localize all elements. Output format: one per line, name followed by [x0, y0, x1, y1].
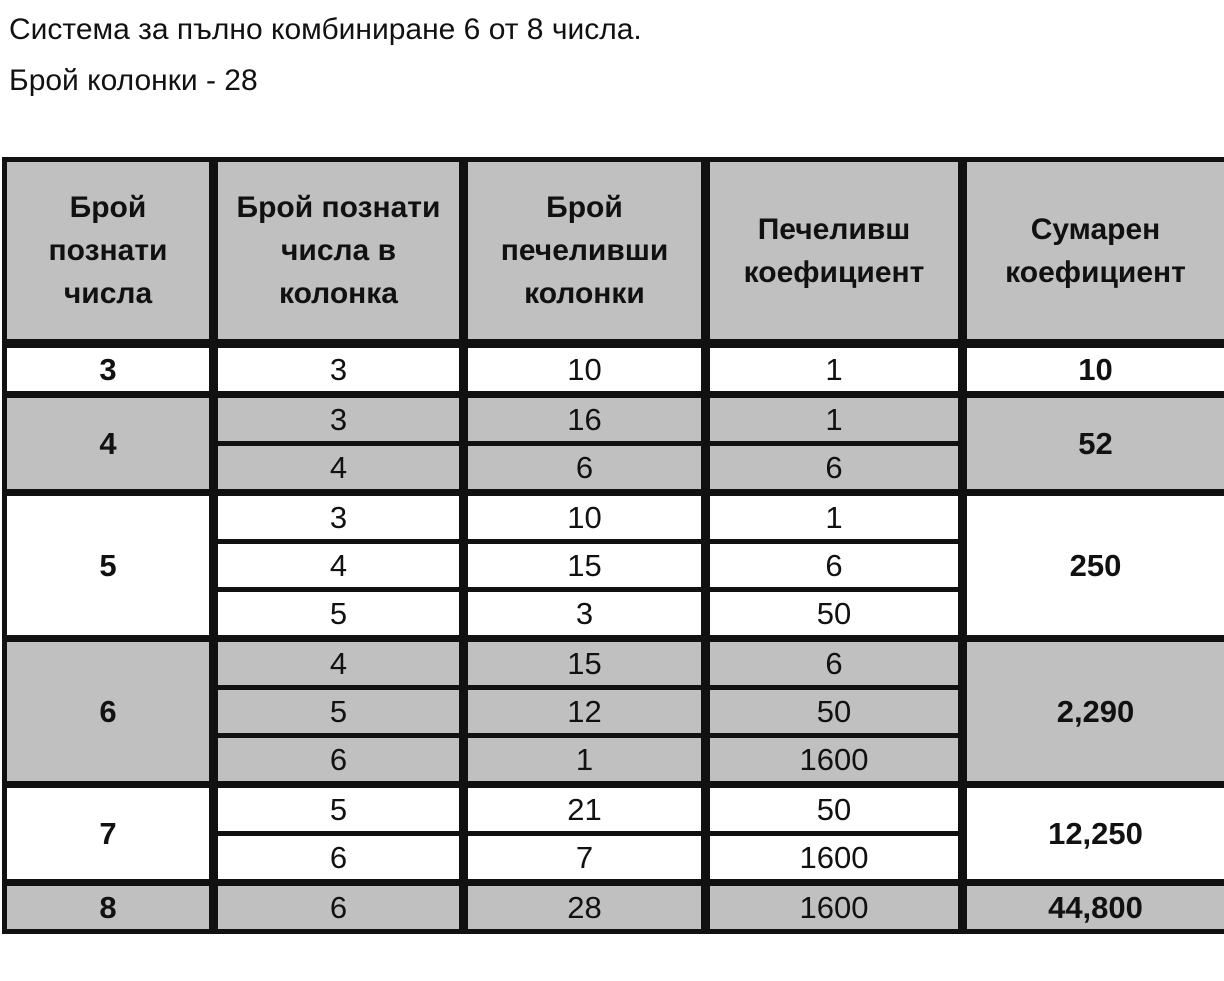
header-winning-columns: Брой печеливши колонки — [464, 160, 706, 344]
total-coefficient-cell: 2,290 — [963, 639, 1224, 785]
guessed-in-column-cell: 4 — [214, 444, 464, 493]
winning-columns-cell: 3 — [464, 590, 706, 639]
winning-coefficient-cell: 1600 — [706, 883, 963, 932]
guessed-in-column-cell: 3 — [214, 493, 464, 542]
winning-columns-cell: 28 — [464, 883, 706, 932]
winning-coefficient-cell: 1 — [706, 493, 963, 542]
header-total-coefficient: Сумарен коефициент — [963, 160, 1224, 344]
guessed-in-column-cell: 5 — [214, 590, 464, 639]
columns-count-line: Брой колонки - 28 — [9, 64, 258, 97]
winning-coefficient-cell: 1600 — [706, 736, 963, 785]
table-row — [5, 639, 1224, 688]
total-coefficient-cell: 44,800 — [963, 883, 1224, 932]
table-header-row — [5, 160, 1224, 344]
winning-coefficient-cell: 1 — [706, 395, 963, 444]
header-guessed-numbers: Брой познати числа — [5, 160, 214, 344]
winning-coefficient-cell: 50 — [706, 590, 963, 639]
total-coefficient-cell: 10 — [963, 344, 1224, 395]
guessed-in-column-cell: 5 — [214, 785, 464, 834]
combination-system-table — [2, 157, 1224, 934]
winning-coefficient-cell: 6 — [706, 542, 963, 590]
winning-coefficient-cell: 1600 — [706, 834, 963, 883]
header-guessed-in-column: Брой познати числа в колонка — [214, 160, 464, 344]
header-winning-coefficient: Печеливш коефициент — [706, 160, 963, 344]
guessed-numbers-cell: 3 — [5, 344, 214, 395]
guessed-in-column-cell: 4 — [214, 639, 464, 688]
guessed-in-column-cell: 6 — [214, 736, 464, 785]
winning-coefficient-cell: 50 — [706, 688, 963, 736]
guessed-in-column-cell: 3 — [214, 344, 464, 395]
guessed-numbers-cell: 6 — [5, 639, 214, 785]
guessed-numbers-cell: 7 — [5, 785, 214, 883]
winning-coefficient-cell: 6 — [706, 639, 963, 688]
guessed-in-column-cell: 5 — [214, 688, 464, 736]
total-coefficient-cell: 52 — [963, 395, 1224, 493]
page-title: Система за пълно комбиниране 6 от 8 числа. — [9, 13, 642, 46]
guessed-numbers-cell: 5 — [5, 493, 214, 639]
winning-columns-cell: 6 — [464, 444, 706, 493]
winning-columns-cell: 1 — [464, 736, 706, 785]
table-row — [5, 344, 1224, 395]
guessed-numbers-cell: 8 — [5, 883, 214, 932]
total-coefficient-cell: 12,250 — [963, 785, 1224, 883]
winning-columns-cell: 15 — [464, 542, 706, 590]
winning-coefficient-cell: 1 — [706, 344, 963, 395]
winning-columns-cell: 7 — [464, 834, 706, 883]
guessed-in-column-cell: 6 — [214, 834, 464, 883]
table-row — [5, 785, 1224, 834]
winning-columns-cell: 21 — [464, 785, 706, 834]
table-row — [5, 883, 1224, 932]
table-row — [5, 395, 1224, 444]
guessed-in-column-cell: 4 — [214, 542, 464, 590]
guessed-in-column-cell: 3 — [214, 395, 464, 444]
table-body — [5, 344, 1224, 932]
guessed-numbers-cell: 4 — [5, 395, 214, 493]
winning-columns-cell: 16 — [464, 395, 706, 444]
winning-columns-cell: 10 — [464, 344, 706, 395]
winning-coefficient-cell: 6 — [706, 444, 963, 493]
winning-columns-cell: 10 — [464, 493, 706, 542]
guessed-in-column-cell: 6 — [214, 883, 464, 932]
table-row — [5, 493, 1224, 542]
winning-columns-cell: 12 — [464, 688, 706, 736]
winning-coefficient-cell: 50 — [706, 785, 963, 834]
total-coefficient-cell: 250 — [963, 493, 1224, 639]
winning-columns-cell: 15 — [464, 639, 706, 688]
